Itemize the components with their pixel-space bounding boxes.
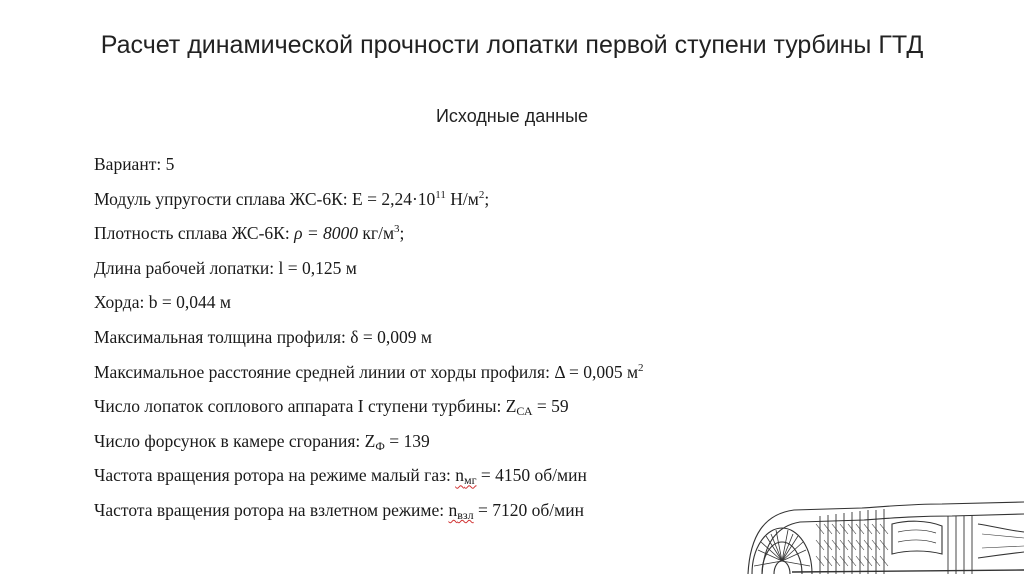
row-nozzle-blades [94, 394, 814, 429]
input-data-list [94, 152, 814, 533]
row-density [94, 221, 814, 256]
row-idle-speed [94, 463, 814, 498]
turbine-engine-illustration-icon [742, 494, 1024, 574]
idle-speed-suffix: = 4150 об/мин [476, 465, 587, 486]
max-thickness-text: Максимальная толщина профиля: δ = 0,009 м [94, 326, 432, 347]
takeoff-speed-symbol [448, 500, 473, 520]
density-prefix: Плотность сплава ЖС-6К: [94, 223, 295, 244]
density-suffix: ; [399, 223, 405, 244]
modulus-exponent: 11 [435, 188, 446, 201]
takeoff-speed-subscript: взл [457, 507, 474, 522]
density-unit: кг/м [358, 223, 395, 244]
density-unit-exponent: 3 [394, 223, 400, 236]
slide-title: Расчет динамической прочности лопатки первой ступени турбины ГТД [100, 31, 924, 59]
idle-speed-subscript: мг [464, 473, 477, 488]
idle-speed-prefix: Частота вращения ротора на режиме малый газ: [94, 465, 456, 486]
row-mean-line-distance [94, 360, 814, 395]
modulus-unit-exponent: 2 [478, 188, 485, 201]
takeoff-speed-suffix: = 7120 об/мин [473, 499, 584, 520]
blade-length-text: Длина рабочей лопатки: l = 0,125 м [94, 257, 357, 278]
modulus-suffix: ; [484, 188, 490, 209]
row-elastic-modulus [94, 187, 814, 222]
distance-exponent: 2 [638, 361, 644, 374]
injectors-suffix: = 139 [384, 430, 430, 451]
variant-text: Вариант: 5 [94, 154, 175, 174]
injectors-subscript: Ф [375, 438, 385, 453]
row-blade-length [94, 256, 814, 291]
injectors-prefix: Число форсунок в камере сгорания: Z [94, 430, 376, 451]
chord-text: Хорда: b = 0,044 м [94, 292, 231, 313]
idle-speed-symbol [455, 465, 477, 488]
takeoff-speed-n: n [448, 499, 458, 520]
takeoff-speed-prefix: Частота вращения ротора на взлетном режиме: [94, 499, 449, 520]
nozzle-blades-subscript: СА [516, 404, 533, 419]
row-max-thickness [94, 325, 814, 360]
density-value: ρ = 8000 [294, 223, 359, 244]
modulus-unit: Н/м [445, 188, 479, 209]
row-chord [94, 290, 814, 325]
slide-subtitle: Исходные данные [435, 106, 589, 126]
modulus-prefix: Модуль упругости сплава ЖС-6К: E = 2,24·10 [94, 188, 436, 209]
row-takeoff-speed [94, 498, 814, 533]
distance-prefix: Максимальное расстояние средней линии от хорды профиля: Δ = 0,005 м [94, 361, 639, 382]
idle-speed-n: n [455, 465, 465, 486]
nozzle-blades-prefix: Число лопаток соплового аппарата I ступени турбины: Z [94, 396, 517, 417]
row-injectors [94, 429, 814, 464]
nozzle-blades-suffix: = 59 [532, 396, 569, 417]
row-variant [94, 152, 814, 187]
